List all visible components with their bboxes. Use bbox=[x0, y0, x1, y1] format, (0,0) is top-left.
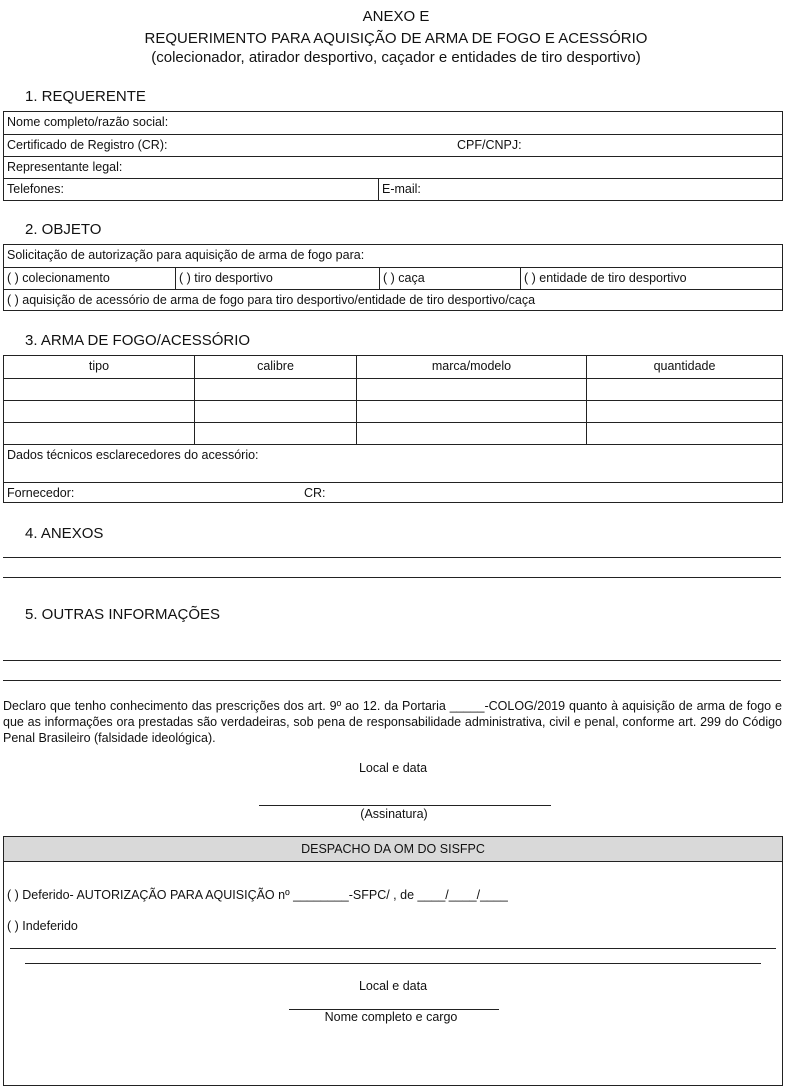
arma-table bbox=[3, 355, 783, 503]
cell-quantidade[interactable] bbox=[586, 379, 782, 400]
cell-marca[interactable] bbox=[356, 401, 586, 422]
col-tipo: tipo bbox=[88, 359, 110, 373]
anexos-line[interactable] bbox=[3, 577, 781, 578]
col-calibre: calibre bbox=[194, 356, 356, 378]
field-nome-label: Nome completo/razão social: bbox=[7, 115, 169, 129]
field-representante-label: Representante legal: bbox=[7, 160, 123, 174]
checkbox-colecionamento[interactable]: ( ) colecionamento bbox=[7, 271, 110, 285]
document-title: REQUERIMENTO PARA AQUISIÇÃO DE ARMA DE FOGO E ACESSÓRIO bbox=[144, 30, 648, 47]
despacho-line[interactable] bbox=[25, 963, 761, 964]
checkbox-caca[interactable]: ( ) caça bbox=[379, 268, 520, 289]
cell-tipo[interactable] bbox=[4, 401, 194, 422]
field-telefones-label: Telefones: bbox=[7, 182, 64, 196]
cell-calibre[interactable] bbox=[194, 379, 356, 400]
checkbox-tiro-desportivo[interactable]: ( ) tiro desportivo bbox=[175, 268, 379, 289]
signature-label: (Assinatura) bbox=[360, 807, 428, 821]
cell-tipo[interactable] bbox=[4, 379, 194, 400]
section-requerente-heading: 1. REQUERENTE bbox=[25, 88, 146, 105]
col-marca: marca/modelo bbox=[356, 356, 586, 378]
checkbox-deferido[interactable]: ( ) Deferido- AUTORIZAÇÃO PARA AQUISIÇÃO nº ________-SFPC/ , de ____/____/____ bbox=[7, 888, 508, 902]
cell-quantidade[interactable] bbox=[586, 401, 782, 422]
cell-quantidade[interactable] bbox=[586, 423, 782, 444]
despacho-line[interactable] bbox=[10, 948, 776, 949]
row-objeto-intro bbox=[4, 245, 782, 267]
declaration-block bbox=[3, 698, 782, 746]
anexos-line[interactable] bbox=[3, 557, 781, 558]
annex-label: ANEXO E bbox=[362, 8, 430, 25]
document-subtitle: (colecionador, atirador desportivo, caçador e entidades de tiro desportivo) bbox=[151, 49, 641, 66]
local-data-label: Local e data bbox=[358, 761, 428, 775]
cell-marca[interactable] bbox=[356, 379, 586, 400]
despacho-box bbox=[3, 836, 783, 1086]
row-telefones[interactable] bbox=[4, 178, 782, 200]
cell-calibre[interactable] bbox=[194, 423, 356, 444]
outras-line[interactable] bbox=[3, 680, 781, 681]
requerente-table bbox=[3, 111, 783, 201]
field-fornecedor-cr-label: CR: bbox=[304, 486, 326, 500]
field-dados-tecnicos-label: Dados técnicos esclarecedores do acessório: bbox=[7, 448, 259, 462]
section-outras-heading: 5. OUTRAS INFORMAÇÕES bbox=[25, 606, 221, 623]
objeto-intro: Solicitação de autorização para aquisição de arma de fogo para: bbox=[7, 248, 365, 262]
row-fornecedor[interactable] bbox=[4, 482, 782, 503]
signature-line[interactable] bbox=[259, 805, 551, 806]
row-objeto-options bbox=[4, 267, 782, 289]
despacho-nome-cargo: Nome completo e cargo bbox=[324, 1010, 458, 1024]
outras-line[interactable] bbox=[3, 660, 781, 661]
field-email-label: E-mail: bbox=[378, 179, 782, 200]
row-objeto-acessorio bbox=[4, 289, 782, 311]
section-arma-heading: 3. ARMA DE FOGO/ACESSÓRIO bbox=[25, 332, 251, 349]
declaration-text: Declaro que tenho conhecimento das prescrições dos art. 9º ao 12. da Portaria _____-COLOG/2019 quanto à aquisição de arma de fogo e que as informações ora prestadas são verdadeiras, sob pena de responsabilidade administrativa, civil e penal, conforme art. 299 do Código Penal Brasileiro (falsidade ideológica). bbox=[3, 699, 782, 745]
checkbox-acessorio[interactable]: ( ) aquisição de acessório de arma de fogo para tiro desportivo/entidade de tiro desportivo/caça bbox=[7, 293, 536, 307]
row-cr[interactable] bbox=[4, 134, 782, 156]
checkbox-entidade[interactable]: ( ) entidade de tiro desportivo bbox=[520, 268, 782, 289]
arma-header-row bbox=[4, 356, 782, 378]
col-quantidade: quantidade bbox=[586, 356, 782, 378]
section-objeto-heading: 2. OBJETO bbox=[25, 221, 102, 238]
row-nome[interactable] bbox=[4, 112, 782, 134]
objeto-table bbox=[3, 244, 783, 311]
cell-calibre[interactable] bbox=[194, 401, 356, 422]
despacho-local-data: Local e data bbox=[358, 979, 428, 993]
table-row bbox=[4, 378, 782, 400]
field-cr-label: Certificado de Registro (CR): bbox=[7, 138, 168, 152]
cell-marca[interactable] bbox=[356, 423, 586, 444]
field-fornecedor-label: Fornecedor: bbox=[7, 486, 75, 500]
despacho-header: DESPACHO DA OM DO SISFPC bbox=[4, 837, 782, 862]
field-cpf-label: CPF/CNPJ: bbox=[457, 138, 522, 152]
row-dados-tecnicos[interactable] bbox=[4, 444, 782, 482]
section-anexos-heading: 4. ANEXOS bbox=[25, 525, 104, 542]
cell-tipo[interactable] bbox=[4, 423, 194, 444]
table-row bbox=[4, 422, 782, 444]
table-row bbox=[4, 400, 782, 422]
checkbox-indeferido[interactable]: ( ) Indeferido bbox=[7, 919, 78, 933]
row-representante[interactable] bbox=[4, 156, 782, 178]
